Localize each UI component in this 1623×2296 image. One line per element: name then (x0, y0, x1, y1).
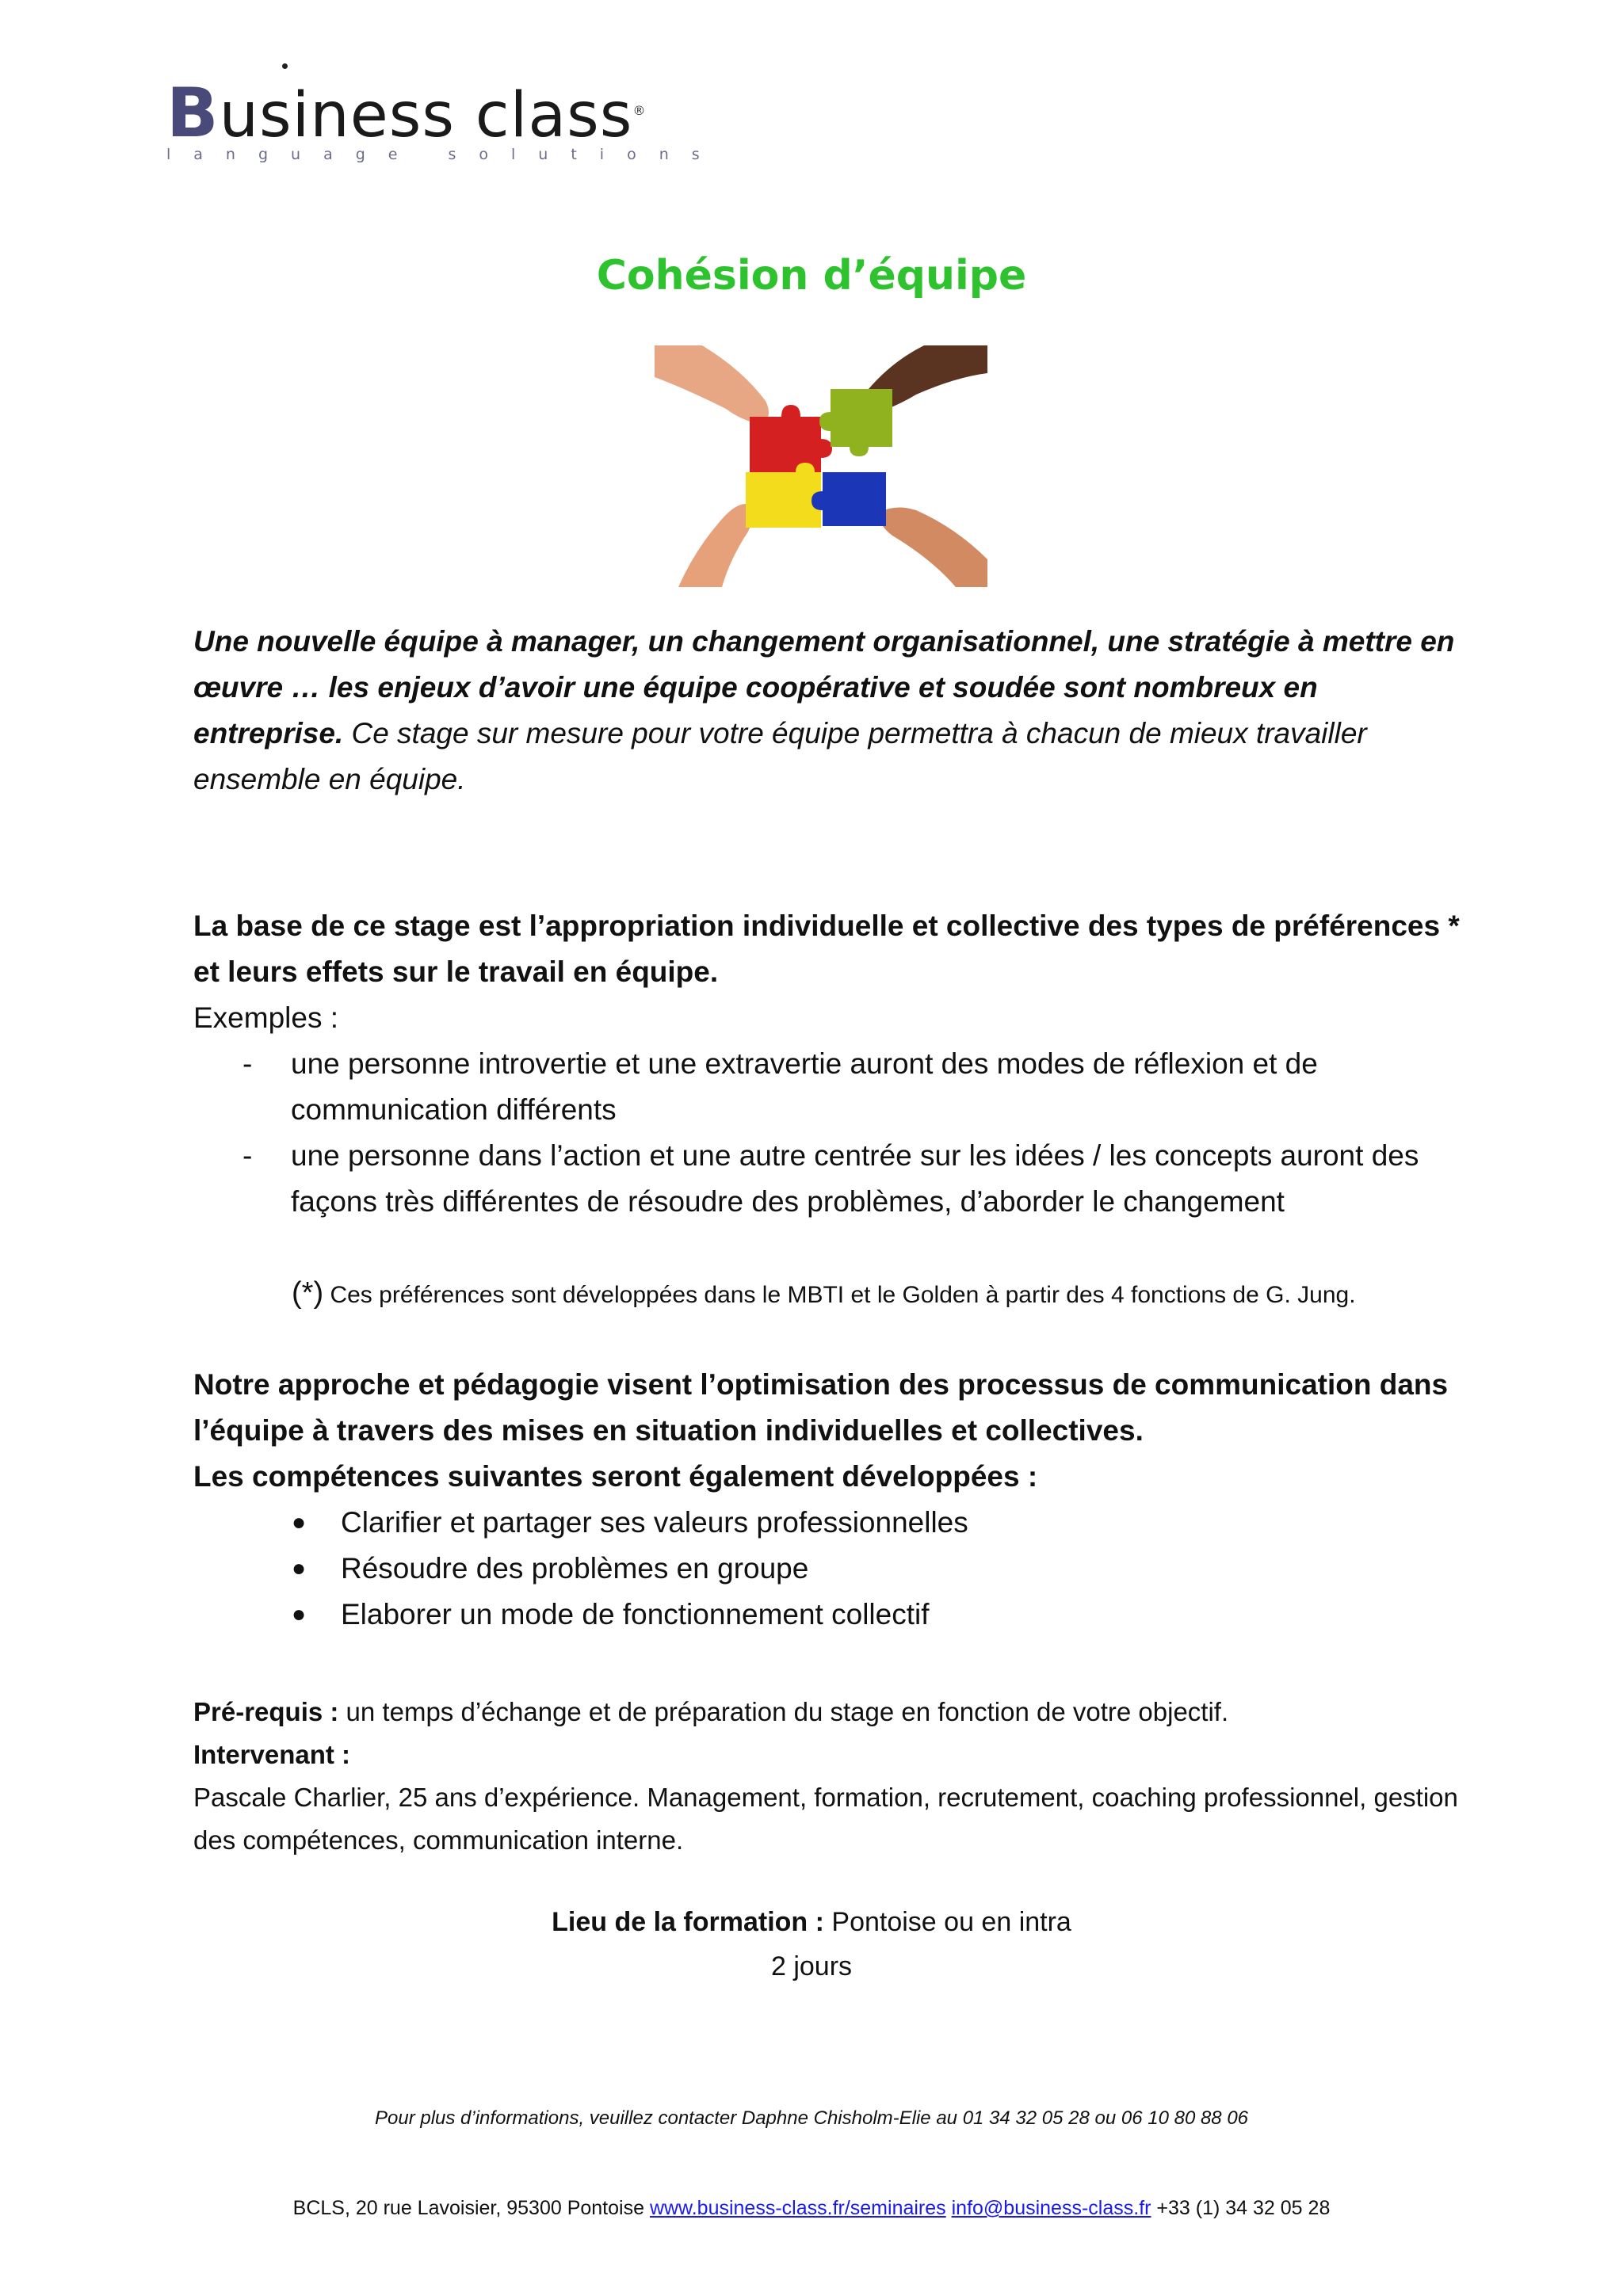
skills-list (193, 1500, 1461, 1638)
skills-heading: Les compétences suivantes seront également développées : (193, 1460, 1038, 1493)
logo-tagline: language solutions (166, 146, 723, 163)
puzzle-piece-yellow (746, 463, 821, 528)
location-line: Lieu de la formation : Pontoise ou en intra (552, 1907, 1071, 1937)
list-item: - une personne dans l’action et une autre centrée sur les idées / les concepts auront des façons très différentes de résoudre des problèmes, d’aborder le changement (242, 1139, 1419, 1218)
hand-bottom-right (880, 507, 987, 587)
logo-wordmark: Business class® (166, 74, 647, 153)
list-item: ● Résoudre des problèmes en groupe (292, 1552, 809, 1585)
email-link[interactable]: info@business-class.fr (951, 2197, 1151, 2219)
approach-section (193, 1362, 1461, 1638)
list-item: ● Clarifier et partager ses valeurs professionnelles (292, 1506, 968, 1539)
list-item: ● Elaborer un mode de fonctionnement collectif (292, 1598, 930, 1630)
approach-heading: Notre approche et pédagogie visent l’optimisation des processus de communication dans l’équipe à travers des mises en situation individuelles et collectives. (193, 1368, 1449, 1447)
list-item: - une personne introvertie et une extravertie auront des modes de réflexion et de communication différents (242, 1047, 1318, 1126)
speaker-description: Pascale Charlier, 25 ans d’expérience. Management, formation, recrutement, coaching professionnel, gestion des compétences, communication interne. (193, 1783, 1458, 1855)
website-link[interactable]: www.business-class.fr/seminaires (649, 2197, 946, 2219)
contact-footer: Pour plus d’informations, veuillez contacter Daphne Chisholm-Elie au 01 34 32 05 28 ou 06 10 80 88 06 (374, 2107, 1249, 2129)
examples-list (193, 1041, 1461, 1225)
puzzle-piece-blue (812, 472, 886, 526)
business-class-logo (166, 74, 723, 174)
logo-dot (282, 63, 288, 69)
base-section (193, 903, 1461, 1225)
page-title: Cohésion d’équipe (596, 252, 1027, 299)
hand-bottom-left (678, 504, 751, 587)
details-section (193, 1691, 1461, 1862)
puzzle-hands-image (655, 345, 987, 587)
speaker-label: Intervenant : (193, 1740, 351, 1769)
base-heading: La base de ce stage est l’appropriation individuelle et collective des types de préférences * et leurs effets sur le travail en équipe. (193, 910, 1460, 988)
hand-top-left (655, 345, 769, 425)
address-footer: BCLS, 20 rue Lavoisier, 95300 Pontoise www.business-class.fr/seminaires info@business-class.fr +33 (1) 34 32 05 28 (292, 2197, 1331, 2219)
prerequisites: Pré-requis : un temps d’échange et de préparation du stage en fonction de votre objectif. (193, 1697, 1229, 1726)
intro-paragraph: Une nouvelle équipe à manager, un changement organisationnel, une stratégie à mettre en œuvre … les enjeux d’avoir une équipe coopérative et soudée sont nombreux en entreprise. Ce stage sur mesure pour votre équipe permettra à chacun de mieux travailler ensemble en équipe. (193, 625, 1455, 795)
examples-label: Exemples : (193, 1001, 339, 1034)
duration: 2 jours (770, 1951, 853, 1981)
preferences-footnote: (*) Ces préférences sont développées dans le MBTI et le Golden à partir des 4 fonctions de G. Jung. (292, 1276, 1356, 1310)
location-block (0, 1900, 1623, 1989)
